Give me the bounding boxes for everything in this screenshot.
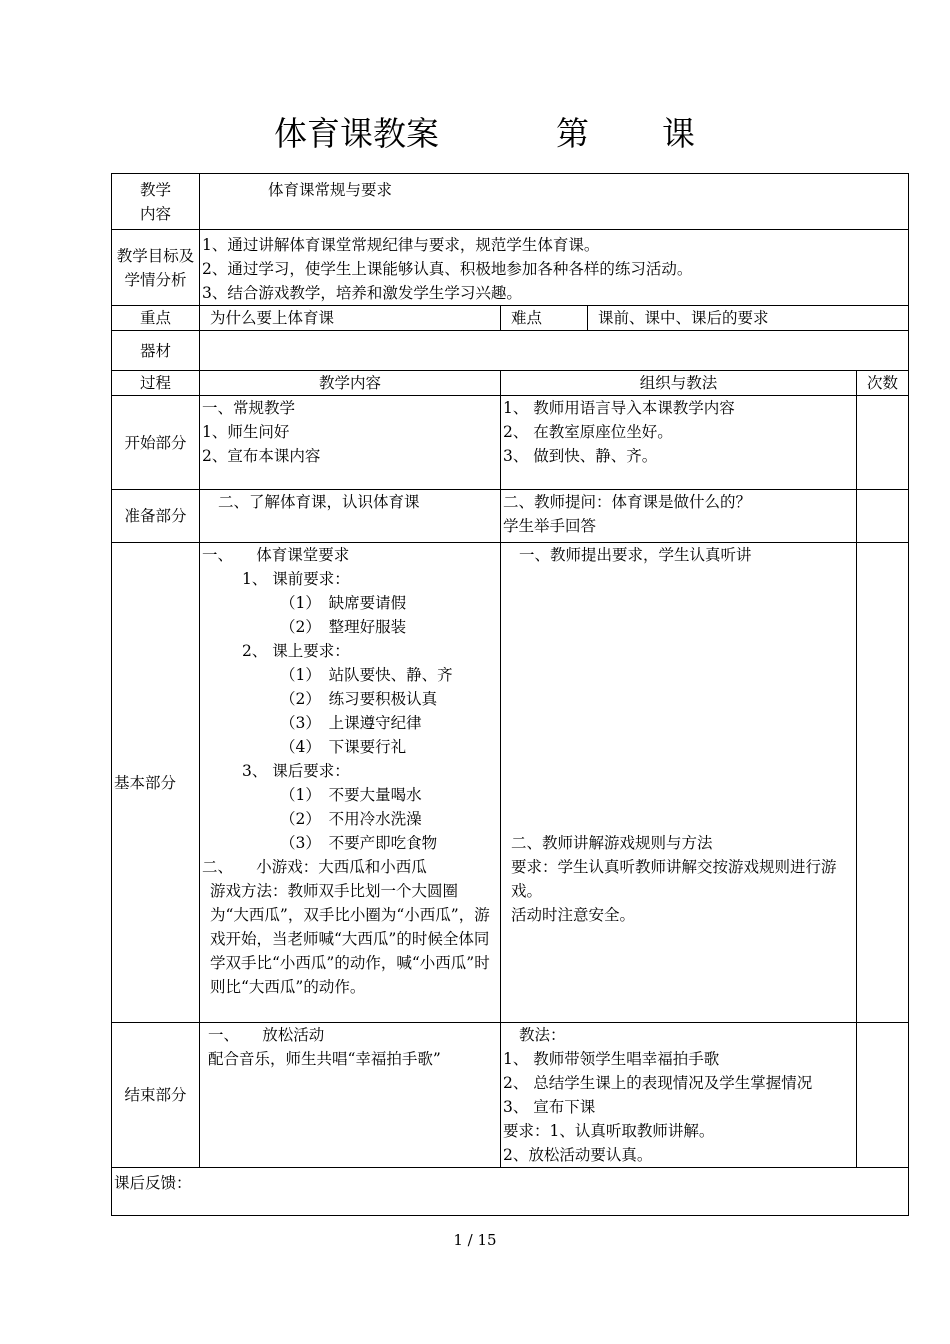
difficulty-value: 课前、课中、课后的要求: [588, 306, 909, 331]
focus-label: 重点: [112, 306, 200, 331]
header-method: 组织与教法: [501, 371, 857, 396]
page-title: [0, 112, 950, 160]
prep-method: 二、教师提问：体育课是做什么的？ 学生举手回答: [501, 490, 857, 543]
end-count: [857, 1023, 909, 1168]
end-content: 一、 放松活动 配合音乐，师生共唱“幸福拍手歌”: [200, 1023, 501, 1168]
game-description: 游戏方法：教师双手比划一个大圆圈为“大西瓜”，双手比小圈为“小西瓜”，游戏开始，当老师喊“大西瓜”的时候全体同学双手比“小西瓜”的动作，喊“小西瓜”时则比“大西瓜”的动作。: [210, 882, 490, 996]
start-count: [857, 396, 909, 490]
objectives-list: [200, 230, 909, 306]
basic-method: 一、教师提出要求，学生认真听讲 二、教师讲解游戏规则与方法 要求：学生认真听教师讲解交按游戏规则进行游戏。 活动时注意安全。: [501, 543, 857, 1023]
row-prep: [112, 490, 909, 543]
equipment-value: [200, 331, 909, 371]
objective-item: 3、结合游戏教学，培养和激发学生学习兴趣。: [202, 284, 522, 302]
title-main: 体育课教案: [274, 114, 439, 153]
prep-content: 二、了解体育课，认识体育课: [200, 490, 501, 543]
prep-count: [857, 490, 909, 543]
end-method: 教法： 1、 教师带领学生唱幸福拍手歌 2、 总结学生课上的表现情况及学生掌握情况 3、 宣布下课 要求：1、认真听取教师讲解。 2、放松活动要认真。: [501, 1023, 857, 1168]
row-end: [112, 1023, 909, 1168]
row-start: [112, 396, 909, 490]
title-di: 第: [556, 114, 589, 153]
basic-content: 一、 体育课堂要求 1、 课前要求： （1） 缺席要请假 （2） 整理好服装 2、 课上要求： （1） 站队要快、静、齐 （2） 练习要积极认真 （3） 上课遵守纪律 （4） 下课要行礼 3、 课后要求： （1） 不要大量喝水 （2） 不用冷水洗澡 （3） 不要产即吃食物 二、 小游戏：大西瓜和小西瓜 游戏方法：教师双手比划一个大圆圈为“大西瓜”，双手比小圈为“小西瓜”，游戏开始，当老师喊“大西瓜”的时候全体同学双手比“小西瓜”的动作，喊“小西瓜”时则比“大西瓜”的动作。: [200, 543, 501, 1023]
difficulty-label: 难点: [501, 306, 588, 331]
content-label: 教学 内容: [112, 174, 200, 230]
row-focus: [112, 306, 909, 331]
end-label: 结束部分: [112, 1023, 200, 1168]
basic-label: 基本部分: [112, 543, 200, 1023]
objective-item: 2、通过学习，使学生上课能够认真、积极地参加各种各样的练习活动。: [202, 260, 693, 278]
page-number: 1 / 15: [453, 1231, 497, 1249]
start-method: 1、 教师用语言导入本课教学内容 2、 在教室原座位坐好。 3、 做到快、静、齐。: [501, 396, 857, 490]
header-process: 过程: [112, 371, 200, 396]
row-objectives: [112, 230, 909, 306]
header-content: 教学内容: [200, 371, 501, 396]
lesson-plan-table: [111, 173, 909, 1216]
feedback-label: 课后反馈：: [112, 1168, 909, 1216]
title-ke: 课: [662, 114, 695, 153]
objectives-label: 教学目标及 学情分析: [112, 230, 200, 306]
row-content: [112, 174, 909, 230]
start-content: 一、常规教学 1、师生问好 2、宣布本课内容: [200, 396, 501, 490]
equipment-label: 器材: [112, 331, 200, 371]
content-value: 体育课常规与要求: [200, 174, 909, 230]
row-equipment: [112, 331, 909, 371]
focus-value: 为什么要上体育课: [200, 306, 501, 331]
row-feedback: [112, 1168, 909, 1216]
start-label: 开始部分: [112, 396, 200, 490]
row-headers: [112, 371, 909, 396]
objective-item: 1、通过讲解体育课堂常规纪律与要求，规范学生体育课。: [202, 236, 600, 254]
prep-label: 准备部分: [112, 490, 200, 543]
row-basic: [112, 543, 909, 1023]
basic-count: [857, 543, 909, 1023]
header-count: 次数: [857, 371, 909, 396]
